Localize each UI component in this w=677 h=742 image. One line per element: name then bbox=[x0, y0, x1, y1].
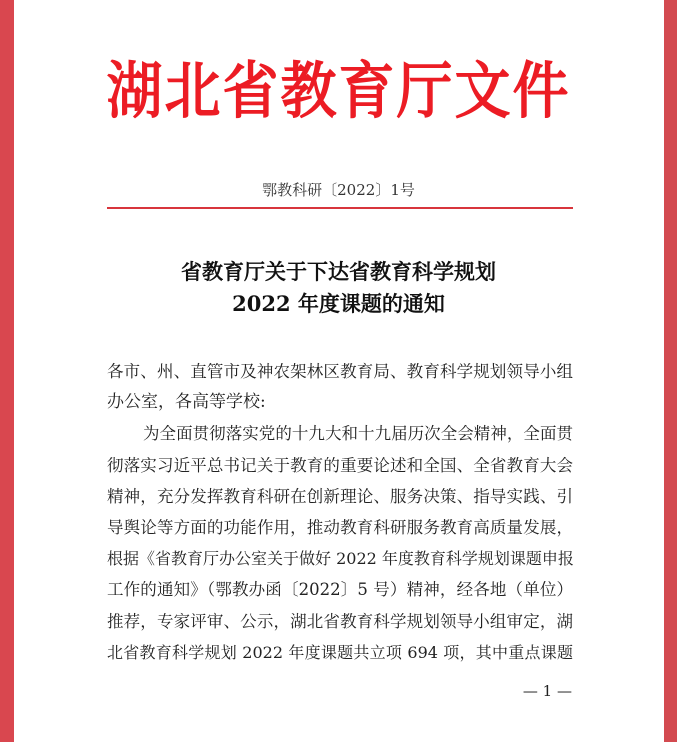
title-line-2: 2022 年度课题的通知 bbox=[232, 291, 445, 316]
body-line: 各市、州、直管市及神农架林区教育局、教育科学规划领导小组 bbox=[107, 362, 573, 381]
right-border bbox=[664, 0, 677, 742]
body-line: 工作的通知》（鄂教办函〔2022〕5 号）精神，经各地（单位） bbox=[107, 580, 573, 600]
body-line: 导舆论等方面的功能作用，推动教育科研服务教育高质量发展， bbox=[107, 517, 573, 537]
title-line-1: 省教育厅关于下达省教育科学规划 bbox=[181, 259, 496, 284]
left-border bbox=[0, 0, 14, 742]
body-line: 为全面贯彻落实党的十九大和十九届历次全会精神，全面贯 bbox=[143, 424, 573, 444]
body-line: 办公室，各高等学校: bbox=[107, 392, 266, 413]
document-number: 鄂教科研〔2022〕1号 bbox=[262, 181, 415, 199]
red-divider bbox=[107, 207, 573, 209]
body-line: 精神，充分发挥教育科研在创新理论、服务决策、指导实践、引 bbox=[107, 486, 573, 506]
body-line: 彻落实习近平总书记关于教育的重要论述和全国、全省教育大会 bbox=[107, 455, 573, 475]
document-body bbox=[107, 356, 573, 668]
masthead: 湖北省教育厅文件 bbox=[106, 54, 571, 128]
body-line: 根据《省教育厅办公室关于做好 2022 年度教育科学规划课题申报 bbox=[107, 549, 574, 569]
document-title bbox=[0, 256, 677, 320]
page-number: — 1 — bbox=[522, 682, 572, 700]
body-line: 北省教育科学规划 2022 年度课题共立项 694 项，其中重点课题 bbox=[107, 642, 573, 662]
body-line: 推荐，专家评审、公示，湖北省教育科学规划领导小组审定，湖 bbox=[107, 611, 573, 631]
